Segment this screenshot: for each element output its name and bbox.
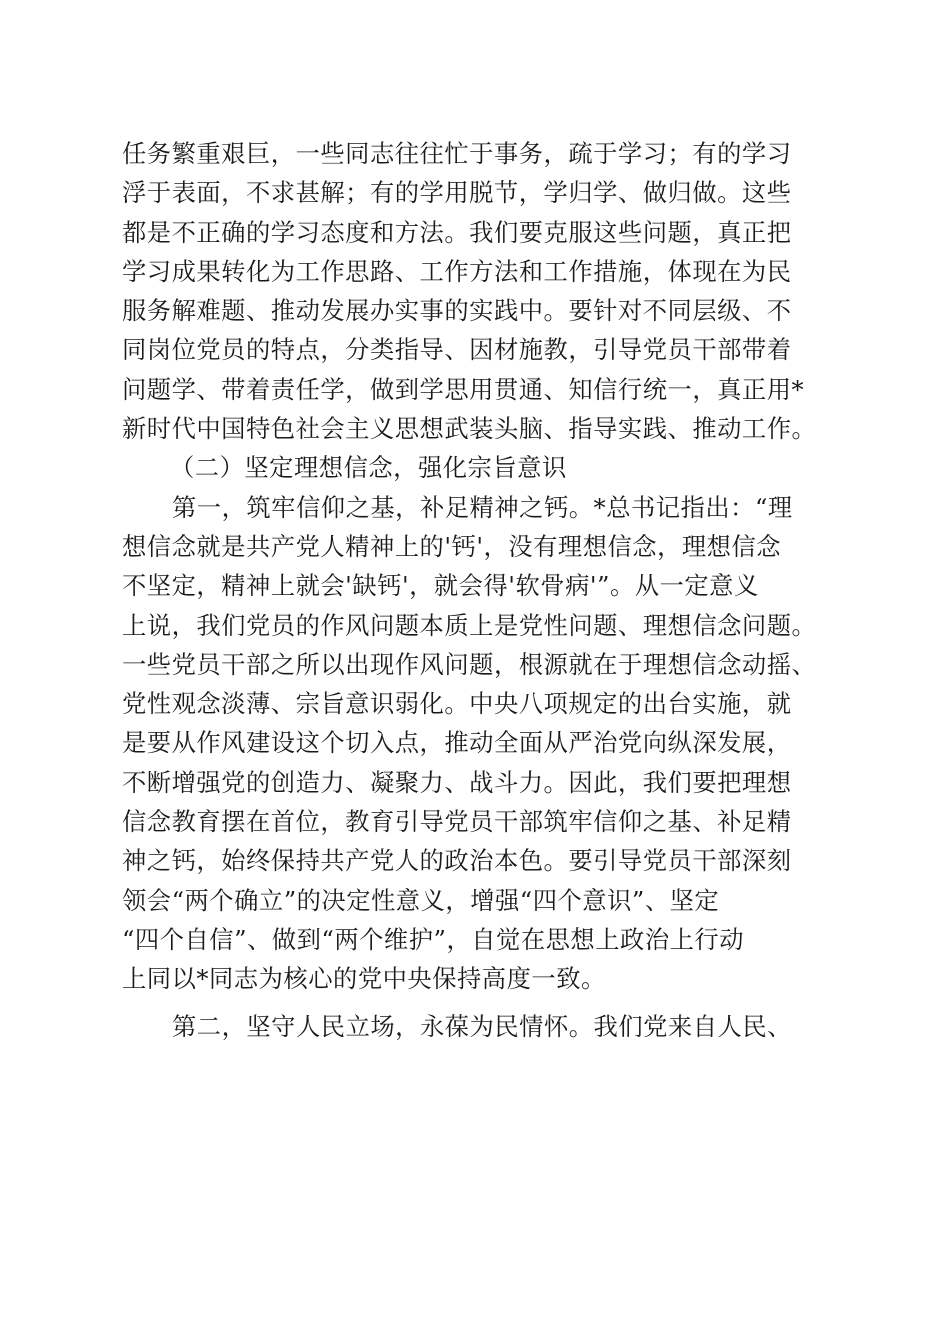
text-line: 浮于表面，不求甚解；有的学用脱节，学归学、做归做。这些 <box>122 178 792 208</box>
text-line: 党性观念淡薄、宗旨意识弱化。中央八项规定的出台实施，就 <box>122 689 792 719</box>
text-line: 领会“两个确立”的决定性意义，增强“四个意识”、坚定 <box>122 885 720 915</box>
text-line: 第一，筑牢信仰之基，补足精神之钙。*总书记指出：“理 <box>172 492 793 522</box>
text-line: 新时代中国特色社会主义思想武装头脑、指导实践、推动工作。 <box>122 414 817 444</box>
text-line: 不断增强党的创造力、凝聚力、战斗力。因此，我们要把理想 <box>122 767 792 797</box>
section-heading: （二）坚定理想信念，强化宗旨意识 <box>170 453 567 483</box>
text-line: 想信念就是共产党人精神上的'钙'，没有理想信念，理想信念 <box>122 531 782 561</box>
text-line: 一些党员干部之所以出现作风问题，根源就在于理想信念动摇、 <box>122 649 817 679</box>
text-line: 同岗位党员的特点，分类指导、因材施教，引导党员干部带着 <box>122 335 792 365</box>
text-line: 不坚定，精神上就会'缺钙'，就会得'软骨病'”。从一定意义 <box>122 571 759 601</box>
text-line: 任务繁重艰巨，一些同志往往忙于事务，疏于学习；有的学习 <box>122 139 792 168</box>
text-line: 信念教育摆在首位，教育引导党员干部筑牢信仰之基、补足精 <box>122 807 792 837</box>
text-line: 第二，坚守人民立场，永葆为民情怀。我们党来自人民、 <box>172 1011 792 1041</box>
text-line: 服务解难题、推动发展办实事的实践中。要针对不同层级、不 <box>122 296 792 326</box>
text-line: 问题学、带着责任学，做到学思用贯通、知信行统一，真正用* <box>122 374 805 404</box>
paragraph-gap <box>122 999 842 1007</box>
text-line: 都是不正确的学习态度和方法。我们要克服这些问题，真正把 <box>122 217 792 247</box>
text-line: 神之钙，始终保持共产党人的政治本色。要引导党员干部深刻 <box>122 846 792 876</box>
text-line: 上说，我们党员的作风问题本质上是党性问题、理想信念问题。 <box>122 610 817 640</box>
text-line: 学习成果转化为工作思路、工作方法和工作措施，体现在为民 <box>122 256 792 286</box>
text-line: 是要从作风建设这个切入点，推动全面从严治党向纵深发展， <box>122 728 792 758</box>
text-line: “四个自信”、做到“两个维护”，自觉在思想上政治上行动 <box>122 924 745 954</box>
text-line: 上同以*同志为核心的党中央保持高度一致。 <box>122 964 606 994</box>
document-page <box>122 134 842 1046</box>
